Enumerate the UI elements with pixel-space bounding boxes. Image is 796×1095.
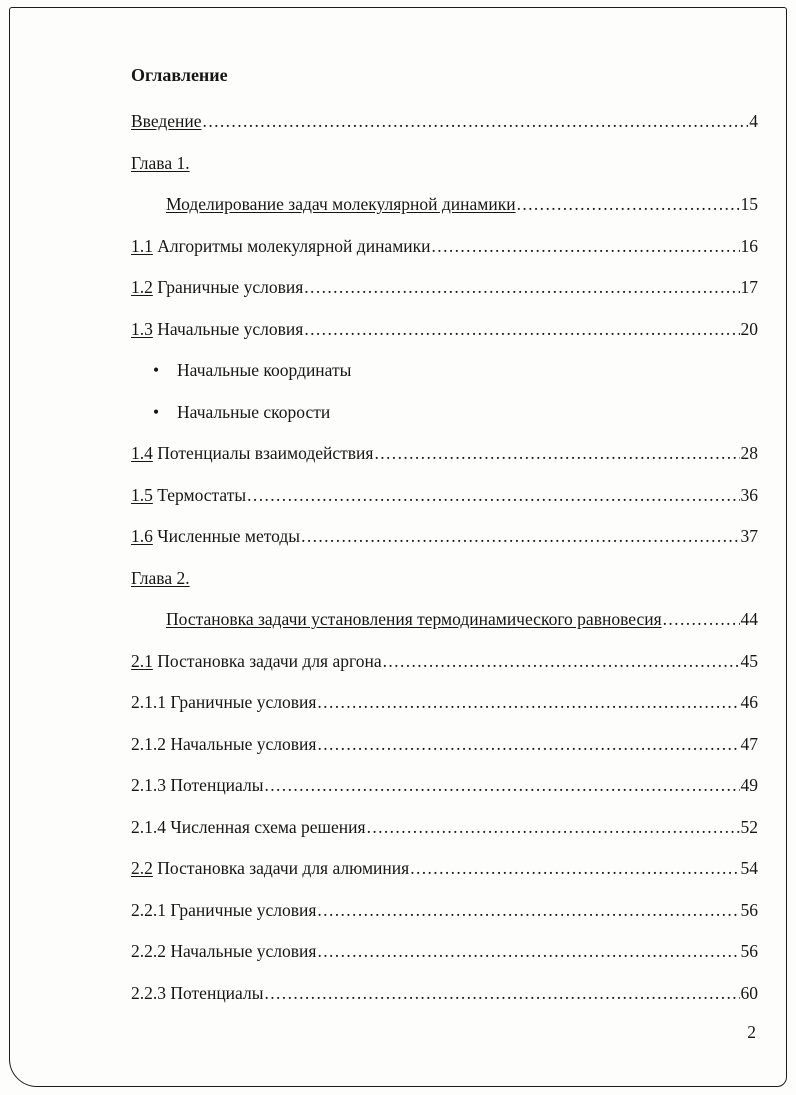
dot-leader <box>367 817 740 838</box>
toc-entry-underlined: Постановка задачи установления термодинамического равновесия <box>166 609 662 629</box>
toc-entry-underlined: 1.1 <box>131 235 153 256</box>
toc-entry-text <box>131 277 303 298</box>
toc-entry-label: Постановка задачи для аргона <box>152 650 382 671</box>
toc-entry-label: 2.2.1 Граничные условия <box>131 899 317 920</box>
toc-entry-label: 2.1.4 Численная схема решения <box>131 816 366 837</box>
toc-entry <box>131 568 758 589</box>
toc-entry-underlined: Моделирование задач молекулярной динамики <box>166 194 516 214</box>
toc-entry-page: 56 <box>740 941 758 961</box>
dot-leader <box>317 941 739 962</box>
toc-entry-page: 15 <box>740 194 758 214</box>
toc-entry-text <box>131 983 263 1004</box>
toc-entry-underlined: 1.3 <box>131 318 153 339</box>
dot-leader <box>203 111 749 132</box>
toc-entry-label: Граничные условия <box>152 277 304 297</box>
toc-entry-page: 4 <box>749 111 758 131</box>
toc-entry-page: 20 <box>740 318 758 339</box>
toc-entry-page: 44 <box>740 609 758 629</box>
toc-entry <box>131 817 758 838</box>
toc-content <box>131 64 758 1024</box>
toc-entry-label: Начальные координаты <box>177 360 352 380</box>
toc-entry-page: 16 <box>740 235 758 256</box>
toc-entry-label: 2.2.2 Начальные условия <box>131 941 317 961</box>
toc-entry-text <box>131 692 316 713</box>
toc-entry <box>131 734 758 755</box>
toc-entry-page: 54 <box>740 858 758 878</box>
toc-entry-text <box>131 651 382 672</box>
toc-entry-label: Алгоритмы молекулярной динамики <box>152 235 431 256</box>
toc-entry <box>131 609 758 630</box>
toc-entry-text <box>177 402 330 423</box>
toc-entry-text <box>131 568 190 589</box>
toc-entry-text <box>131 817 366 838</box>
toc-entry <box>131 443 758 464</box>
toc-entry-text <box>131 236 431 257</box>
dot-leader <box>374 443 739 464</box>
toc-entry-label: 2.2.3 Потенциалы <box>131 982 264 1003</box>
page-number: 2 <box>747 1022 756 1042</box>
toc-entry-label: Потенциалы взаимодействия <box>152 443 374 463</box>
dot-leader <box>410 858 739 879</box>
toc-entry <box>131 236 758 257</box>
toc-entry-text <box>131 153 190 174</box>
toc-entry-page: 28 <box>740 443 758 463</box>
toc-entry-page: 60 <box>740 982 758 1003</box>
toc-entry-text <box>131 775 263 796</box>
toc-entry-underlined: 2.2 <box>131 858 153 878</box>
toc-title: Оглавление <box>131 65 228 85</box>
toc-entry <box>131 526 758 547</box>
toc-entry <box>131 485 758 506</box>
toc-entry-page: 37 <box>740 526 758 546</box>
toc-entry-text <box>177 360 351 381</box>
toc-entry-text <box>131 526 300 547</box>
toc-entry <box>131 900 758 921</box>
toc-entry-text <box>131 734 316 755</box>
dot-leader <box>383 651 740 672</box>
toc-entry-page: 52 <box>740 816 758 837</box>
toc-entry-text <box>166 609 662 630</box>
dot-leader <box>247 485 739 506</box>
dot-leader <box>304 319 739 340</box>
toc-entry <box>131 775 758 796</box>
dot-leader <box>301 526 739 547</box>
dot-leader <box>264 775 739 796</box>
toc-entry-underlined: 2.1 <box>131 650 153 671</box>
toc-entry-label: Постановка задачи для алюминия <box>152 858 410 878</box>
toc-entry-page: 36 <box>740 484 758 505</box>
toc-entry-underlined: 1.2 <box>131 277 153 297</box>
toc-entry-label: Численные методы <box>152 526 301 546</box>
bullet-icon: • <box>153 401 160 422</box>
toc-entry-page: 56 <box>740 899 758 920</box>
toc-entry-underlined: 1.5 <box>131 484 153 505</box>
dot-leader <box>264 983 739 1004</box>
toc-entry-page: 17 <box>740 277 758 297</box>
dot-leader <box>517 194 740 215</box>
toc-entry-underlined: 1.4 <box>131 443 153 463</box>
toc-entry-text <box>131 319 303 340</box>
toc-entry-underlined: Глава 1. <box>131 152 190 173</box>
toc-entry <box>131 692 758 713</box>
dot-leader <box>317 734 739 755</box>
dot-leader <box>317 692 739 713</box>
toc-entry-label: Начальные условия <box>152 318 304 339</box>
dot-leader <box>304 277 739 298</box>
toc-entry-underlined: Введение <box>131 111 202 131</box>
toc-entry-text <box>131 443 373 464</box>
toc-entry-text <box>131 900 316 921</box>
toc-entry <box>131 402 758 423</box>
toc-entry <box>131 153 758 174</box>
toc-entry-page: 47 <box>740 733 758 754</box>
toc-entry-text <box>166 194 516 215</box>
toc-entry-page: 46 <box>740 692 758 712</box>
toc-entry-text <box>131 941 316 962</box>
toc-entry-label: Термостаты <box>152 484 247 505</box>
toc-entry-underlined: 1.6 <box>131 526 153 546</box>
toc-entry-label: 2.1.1 Граничные условия <box>131 692 317 712</box>
toc-entry <box>131 111 758 132</box>
toc-entry-text <box>131 858 409 879</box>
toc-entry <box>131 983 758 1004</box>
toc-entry-label: 2.1.3 Потенциалы <box>131 775 264 795</box>
toc-entry-underlined: Глава 2. <box>131 567 190 588</box>
toc-entry <box>131 319 758 340</box>
dot-leader <box>317 900 739 921</box>
toc-entry-page: 45 <box>740 650 758 671</box>
toc-entry-label: 2.1.2 Начальные условия <box>131 733 317 754</box>
toc-entry <box>131 858 758 879</box>
toc-entry <box>131 277 758 298</box>
dot-leader <box>432 236 740 257</box>
toc-entry-text <box>131 485 246 506</box>
toc-entry <box>131 194 758 215</box>
toc-entry-page: 49 <box>740 775 758 795</box>
dot-leader <box>663 609 740 630</box>
toc-entry-text <box>131 111 202 132</box>
bullet-icon: • <box>153 360 160 380</box>
toc-entry <box>131 360 758 381</box>
toc-entry <box>131 941 758 962</box>
toc-entry-label: Начальные скорости <box>177 401 331 422</box>
toc-list <box>131 111 758 1004</box>
toc-entry <box>131 651 758 672</box>
